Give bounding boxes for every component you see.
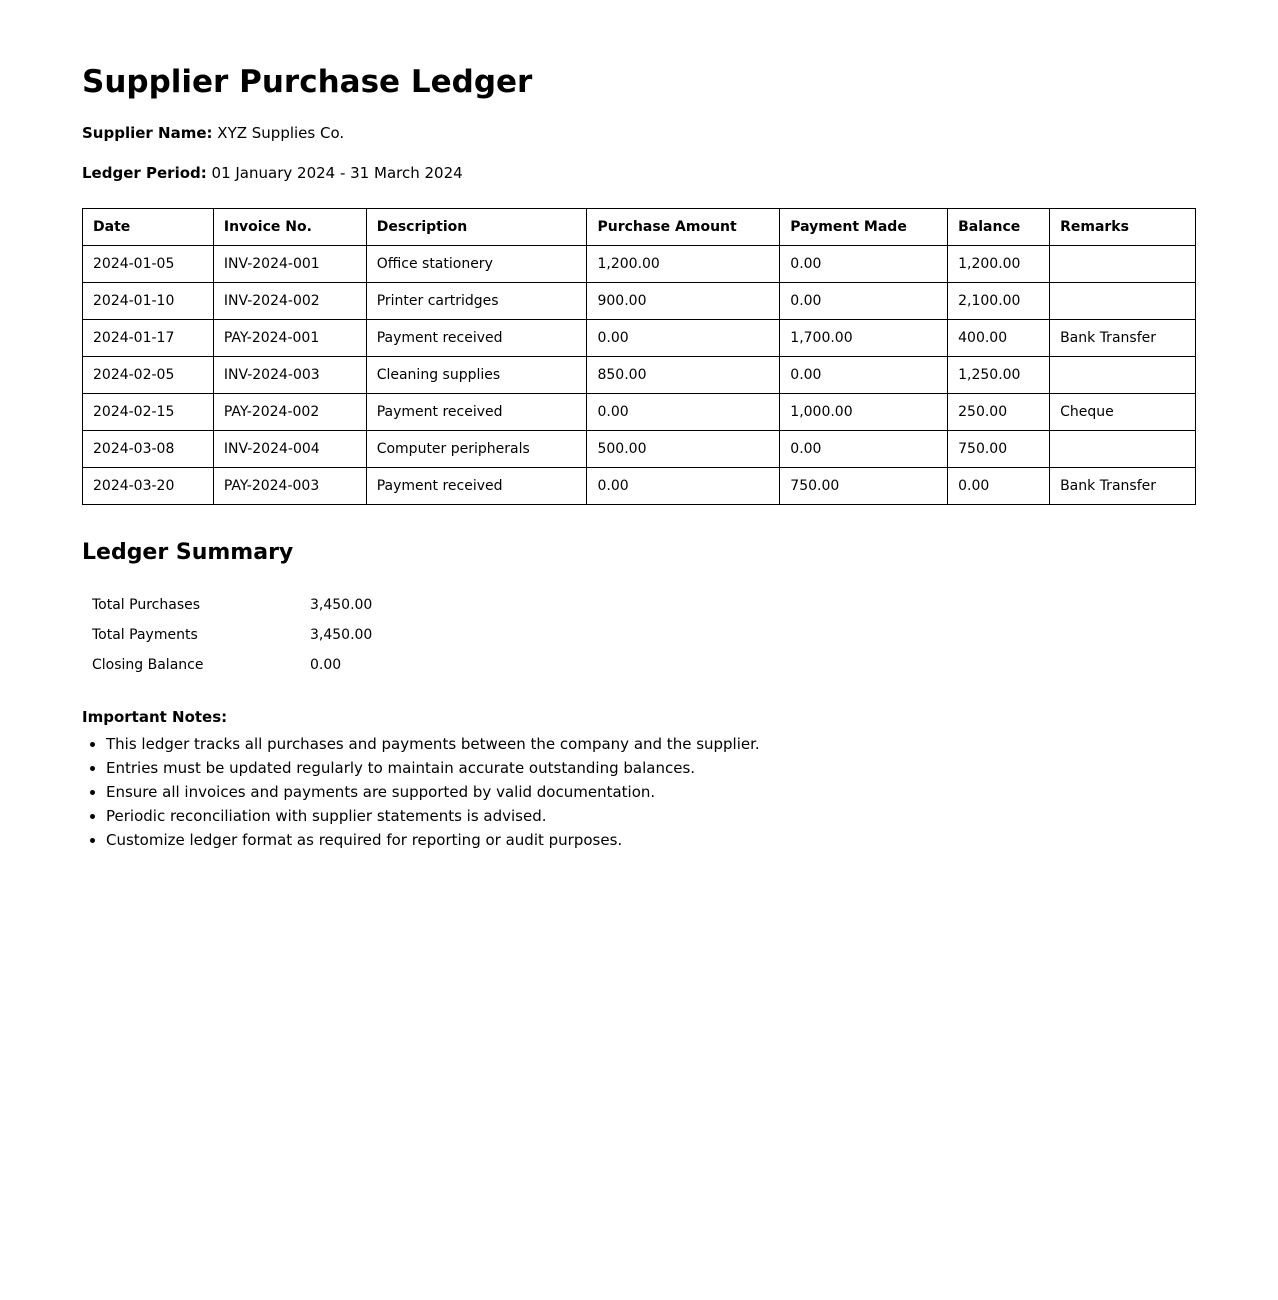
column-header-invoice-no: Invoice No.: [213, 209, 366, 246]
ledger-period-value: 01 January 2024 - 31 March 2024: [211, 164, 463, 183]
cell-date: 2024-02-15: [83, 394, 214, 431]
summary-row: [82, 620, 382, 650]
cell-purchase-amount: 0.00: [587, 320, 780, 357]
column-header-purchase-amount: Purchase Amount: [587, 209, 780, 246]
table-row: [83, 468, 1196, 505]
note-item: • Ensure all invoices and payments are supported by valid documentation.: [106, 780, 1196, 804]
cell-remarks: [1050, 431, 1196, 468]
summary-row: [82, 590, 382, 620]
summary-value: 3,450.00: [310, 596, 373, 613]
table-row: [83, 431, 1196, 468]
column-header-payment-made: Payment Made: [780, 209, 948, 246]
cell-description: Payment received: [366, 320, 587, 357]
note-item: • Periodic reconciliation with supplier statements is advised.: [106, 804, 1196, 828]
cell-remarks: [1050, 357, 1196, 394]
cell-payment-made: 0.00: [780, 357, 948, 394]
column-header-description: Description: [366, 209, 587, 246]
cell-invoice-no: PAY-2024-002: [213, 394, 366, 431]
note-item: • This ledger tracks all purchases and payments between the company and the supplier.: [106, 732, 1196, 756]
cell-date: 2024-03-20: [83, 468, 214, 505]
cell-remarks: Bank Transfer: [1050, 320, 1196, 357]
column-header-balance: Balance: [948, 209, 1050, 246]
cell-invoice-no: INV-2024-001: [213, 246, 366, 283]
ledger-header-row: [83, 209, 1196, 246]
cell-remarks: Bank Transfer: [1050, 468, 1196, 505]
ledger-period-line: [82, 162, 1196, 184]
cell-description: Cleaning supplies: [366, 357, 587, 394]
summary-label: Closing Balance: [92, 656, 204, 673]
cell-balance: 2,100.00: [948, 283, 1050, 320]
cell-remarks: [1050, 283, 1196, 320]
cell-payment-made: 1,000.00: [780, 394, 948, 431]
table-row: [83, 357, 1196, 394]
cell-payment-made: 1,700.00: [780, 320, 948, 357]
cell-purchase-amount: 0.00: [587, 394, 780, 431]
cell-purchase-amount: 850.00: [587, 357, 780, 394]
cell-description: Payment received: [366, 468, 587, 505]
cell-date: 2024-01-10: [83, 283, 214, 320]
cell-invoice-no: PAY-2024-003: [213, 468, 366, 505]
cell-balance: 0.00: [948, 468, 1050, 505]
cell-payment-made: 0.00: [780, 283, 948, 320]
cell-payment-made: 750.00: [780, 468, 948, 505]
cell-date: 2024-01-17: [83, 320, 214, 357]
summary-row: [82, 650, 382, 680]
ledger-period-label: Ledger Period:: [82, 164, 207, 183]
summary-label: Total Purchases: [92, 596, 201, 613]
cell-date: 2024-03-08: [83, 431, 214, 468]
supplier-name-label: Supplier Name:: [82, 124, 213, 143]
cell-purchase-amount: 500.00: [587, 431, 780, 468]
page-title: Supplier Purchase Ledger: [82, 64, 533, 100]
cell-date: 2024-01-05: [83, 246, 214, 283]
cell-payment-made: 0.00: [780, 246, 948, 283]
cell-description: Printer cartridges: [366, 283, 587, 320]
note-item: • Customize ledger format as required for reporting or audit purposes.: [106, 828, 1196, 852]
supplier-name-line: [82, 122, 1196, 144]
cell-balance: 250.00: [948, 394, 1050, 431]
supplier-name-value: XYZ Supplies Co.: [217, 124, 345, 143]
table-row: [83, 320, 1196, 357]
cell-balance: 750.00: [948, 431, 1050, 468]
notes-list: [82, 732, 1196, 852]
cell-description: Computer peripherals: [366, 431, 587, 468]
summary-title: Ledger Summary: [82, 540, 294, 566]
cell-balance: 1,200.00: [948, 246, 1050, 283]
cell-purchase-amount: 1,200.00: [587, 246, 780, 283]
cell-payment-made: 0.00: [780, 431, 948, 468]
table-row: [83, 246, 1196, 283]
cell-balance: 1,250.00: [948, 357, 1050, 394]
ledger-table: [82, 208, 1196, 505]
summary-table: [82, 590, 382, 680]
summary-value: 3,450.00: [310, 626, 373, 643]
cell-date: 2024-02-05: [83, 357, 214, 394]
table-row: [83, 394, 1196, 431]
cell-remarks: [1050, 246, 1196, 283]
cell-invoice-no: INV-2024-002: [213, 283, 366, 320]
cell-invoice-no: PAY-2024-001: [213, 320, 366, 357]
summary-value: 0.00: [310, 656, 342, 673]
cell-description: Office stationery: [366, 246, 587, 283]
cell-purchase-amount: 0.00: [587, 468, 780, 505]
summary-label: Total Payments: [92, 626, 198, 643]
column-header-remarks: Remarks: [1050, 209, 1196, 246]
cell-purchase-amount: 900.00: [587, 283, 780, 320]
cell-remarks: Cheque: [1050, 394, 1196, 431]
ledger-meta: [82, 122, 1196, 184]
cell-description: Payment received: [366, 394, 587, 431]
table-row: [83, 283, 1196, 320]
cell-invoice-no: INV-2024-004: [213, 431, 366, 468]
column-header-date: Date: [83, 209, 214, 246]
cell-balance: 400.00: [948, 320, 1050, 357]
cell-invoice-no: INV-2024-003: [213, 357, 366, 394]
note-item: • Entries must be updated regularly to maintain accurate outstanding balances.: [106, 756, 1196, 780]
notes-title: Important Notes:: [82, 707, 228, 726]
